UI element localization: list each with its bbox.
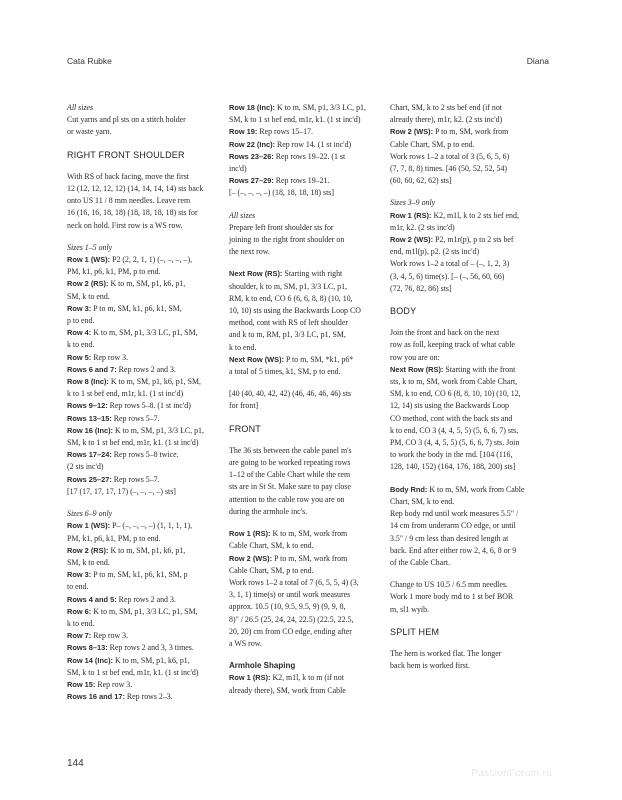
stitch-total: [17 (17, 17, 17, 17) (–, –, –, –) sts] bbox=[67, 486, 176, 496]
instruction-row: Row 14 (Inc): K to m, SM, p1, k6, p1, SM, k to 1 st bef end, m1r, k1. (1 st inc'd) bbox=[67, 655, 199, 677]
armhole-row-continued: Chart, SM, k to 2 sts bef end (if not already there), m1r, k2. (2 sts inc'd) bbox=[390, 103, 503, 125]
sizes-1-5-label: Sizes 1–5 only bbox=[67, 242, 113, 252]
right-front-shoulder-heading: RIGHT FRONT SHOULDER bbox=[67, 149, 185, 160]
column-1 bbox=[67, 102, 217, 703]
instruction-row: Rows 25–27: Rep rows 5–7. bbox=[67, 474, 160, 484]
column-3 bbox=[390, 102, 550, 672]
sizes-3-9-label: Sizes 3–9 only bbox=[390, 198, 436, 208]
needle-change-text: Change to US 10.5 / 6.5 mm needles. Work 1 more body rnd to 1 st bef BOR m, sl1 wyib. bbox=[390, 580, 514, 614]
header-author: Cata Rubke bbox=[67, 56, 112, 66]
instruction-row: Row 2 (WS): P to m, SM, work from Cable Chart, SM, p to end. bbox=[390, 127, 509, 149]
rows-list bbox=[67, 254, 217, 486]
instruction-row: Row 4: K to m, SM, p1, 3/3 LC, p1, SM, k to end. bbox=[67, 328, 198, 350]
instruction-row: Rows 13–15: Rep rows 5–7. bbox=[67, 413, 160, 423]
instruction-row: Row 15: Rep row 3. bbox=[67, 679, 133, 689]
body-intro: Join the front and back on the next row as foll, keeping track of what cable row you are on: bbox=[390, 328, 515, 362]
instruction-row: Row 18 (Inc): K to m, SM, p1, 3/3 LC, p1, SM, k to 1 st bef end, m1r, k1. (1 st inc'd) bbox=[229, 103, 366, 125]
watermark: PassionForum.ru bbox=[471, 768, 552, 779]
instruction-row: Row 3: P to m, SM, k1, p6, k1, SM, p to end. bbox=[67, 303, 182, 326]
all-sizes-label: All sizes bbox=[67, 103, 94, 112]
body-heading: BODY bbox=[390, 306, 417, 317]
sizes-6-9-label: Sizes 6–9 only bbox=[67, 509, 113, 519]
instruction-row: Row 2 (WS): P to m, SM, work from Cable Chart, SM, p to end. bbox=[229, 553, 348, 575]
instruction-row: Row 16 (Inc): K to m, SM, p1, 3/3 LC, p1, SM, k to 1 st bef end, m1r, k1. (1 st inc'd) bbox=[67, 425, 204, 448]
next-row-rs: Next Row (RS): Starting with right shoulder, k to m, SM, p1, 3/3 LC, p1, RM, k to end, CO 6 (6, 6, 8, 8) (10, 10, 10, 10) sts using the Backwards Loop CO method, cont with RS of left shoulder and k to m, RM, p1, 3/3 LC, p1, SM, k to end. bbox=[229, 269, 361, 352]
next-row-ws: Next Row (WS): P to m, SM, *k1, p6* a total of 5 times, k1, SM, p to end. bbox=[229, 354, 354, 377]
instruction-row: Row 6: K to m, SM, p1, 3/3 LC, p1, SM, k to end. bbox=[67, 606, 198, 628]
front-intro: The 36 sts between the cable panel m's are going to be worked repeating rows 1–12 of the Cable Chart while the rem sts are in St St. Make sure to pay close attention to the cable row you are on during the armhole inc's. bbox=[229, 445, 352, 516]
armhole-row-1: Row 1 (RS): K2, m1l, k to m (if not already there), SM, work from Cable bbox=[229, 673, 346, 695]
work-rows-text: Work rows 1–2 a total of 7 (6, 5, 5, 4) (3, 3, 1, 1) time(s) or until work measures approx. 10.5 (10, 9.5, 9.5, 9) (9, 9, 8, 8)" / 26.5 (25, 24, 24, 22.5) (22.5, 22.5, 20, 20) cm from CO edge, ending after a WS row. bbox=[229, 577, 359, 648]
rows-list bbox=[67, 520, 217, 703]
header-pattern-name: Diana bbox=[526, 56, 549, 66]
cut-yarns-text: Cut yarns and pl sts on a stitch holder or waste yarn. bbox=[67, 115, 186, 137]
column-2 bbox=[229, 102, 379, 697]
instruction-row: Row 1 (RS): K2, m1l, k to 2 sts bef end, m1r, k2. (2 sts inc'd) bbox=[390, 210, 519, 232]
front-heading: FRONT bbox=[229, 423, 261, 434]
instruction-row: Row 19: Rep rows 15–17. bbox=[229, 127, 314, 137]
instruction-row: Row 2 (RS): K to m, SM, p1, k6, p1, SM, k to end. bbox=[67, 545, 186, 567]
instruction-row: Row 1 (RS): K to m, SM, work from Cable Chart, SM, k to end. bbox=[229, 529, 348, 551]
front-stitch-total: [40 (40, 40, 42, 42) (46, 46, 46, 46) sts for front] bbox=[229, 389, 352, 411]
instruction-row: Rows 8–13: Rep rows 2 and 3, 3 times. bbox=[67, 643, 194, 653]
instruction-row: Row 22 (Inc): Rep row 14. (1 st inc'd) bbox=[229, 139, 352, 149]
instruction-row: Rows 4 and 5: Rep rows 2 and 3. bbox=[67, 594, 176, 604]
work-rows-text: Work rows 1–2 a total of – (–, 1, 2, 3) (3, 4, 5, 6) time(s). [– (–, 56, 60, 66) (72, 76, 82, 86) sts] bbox=[390, 259, 510, 293]
shoulder-intro: With RS of back facing, move the first 12 (12, 12, 12, 12) (14, 14, 14, 14) sts back onto US 11 / 8 mm needles. Leave rem 16 (16, 16, 18, 18) (18, 18, 18, 18) sts for neck on hold. First row is a WS row. bbox=[67, 171, 204, 230]
instruction-row: Row 7: Rep row 3. bbox=[67, 631, 129, 641]
instruction-row: Rows 23–26: Rep rows 19–22. (1 st inc'd) bbox=[229, 151, 346, 174]
instruction-row: Rows 9–12: Rep rows 5–8. (1 st inc'd) bbox=[67, 401, 191, 411]
instruction-row: Row 8 (Inc): K to m, SM, p1, k6, p1, SM, k to 1 st bef end, m1r, k1. (1 st inc'd) bbox=[67, 377, 201, 399]
instruction-row: Row 2 (WS): P2, m1r(p), p to 2 sts bef end, m1l(p), p2. (2 sts inc'd) bbox=[390, 235, 514, 257]
body-rnd: Body Rnd: K to m, SM, work from Cable Chart, SM, k to end. bbox=[390, 484, 525, 506]
instruction-row: Rows 16 and 17: Rep rows 2–3. bbox=[67, 692, 173, 702]
instruction-row: Row 3: P to m, SM, k1, p6, k1, SM, p to end. bbox=[67, 570, 188, 592]
instruction-row: Row 1 (WS): P– (–, –, –, –) (1, 1, 1, 1), PM, k1, p6, k1, PM, p to end. bbox=[67, 521, 193, 543]
instruction-row: Rows 17–24: Rep rows 5–8 twice. (2 sts inc'd) bbox=[67, 450, 179, 472]
instruction-row: Rows 6 and 7: Rep rows 2 and 3. bbox=[67, 364, 176, 374]
instruction-row: Row 2 (RS): K to m, SM, p1, k6, p1, SM, k to end. bbox=[67, 279, 186, 301]
prepare-text: Prepare left front shoulder sts for joining to the right front shoulder on the next row. bbox=[229, 222, 345, 257]
all-sizes-label: All sizes bbox=[229, 210, 256, 220]
body-repeat-text: Rep body rnd until work measures 5.5" / 14 cm from underarm CO edge, or until 3.5" / 9 cm less than desired length at back. End after either row 2, 4, 6, 8 or 9 of the Cable Chart. bbox=[390, 509, 519, 567]
instruction-row: Rows 27–29: Rep rows 19–21. bbox=[229, 176, 330, 186]
armhole-shaping-heading: Armhole Shaping bbox=[229, 661, 296, 671]
work-rows-text: Work rows 1–2 a total of 3 (5, 6, 5, 6) (7, 7, 8, 8) times. [46 (50, 52, 52, 54) (60, 60, 62, 62) sts] bbox=[390, 151, 510, 186]
stitch-total: [– (–, –, –, –) (18, 18, 18, 18) sts] bbox=[229, 188, 334, 198]
body-next-row: Next Row (RS): Starting with the front sts, k to m, SM, work from Cable Chart, SM, k to end, CO 6 (8, 8, 10, 10) (10, 12, 12, 14) sts using the Backwards Loop CO method, cont with the back sts and k to end, CO 3 (4, 4, 5, 5) (5, 6, 6, 7) sts, PM, CO 3 (4, 4, 5, 5) (5, 6, 6, 7) sts. Join to work the body in the rnd. [104 (116, 128, 140, 152) (164, 176, 188, 200) sts] bbox=[390, 364, 521, 472]
split-hem-heading: SPLIT HEM bbox=[390, 626, 440, 637]
split-hem-text: The hem is worked flat. The longer back hem is worked first. bbox=[390, 648, 502, 671]
rows-list bbox=[229, 102, 379, 187]
instruction-row: Row 1 (WS): P2 (2, 2, 1, 1) (–, –, –, –), PM, k1, p6, k1, PM, p to end. bbox=[67, 255, 193, 277]
page-number: 144 bbox=[67, 758, 84, 769]
instruction-row: Row 5: Rep row 3. bbox=[67, 352, 129, 362]
